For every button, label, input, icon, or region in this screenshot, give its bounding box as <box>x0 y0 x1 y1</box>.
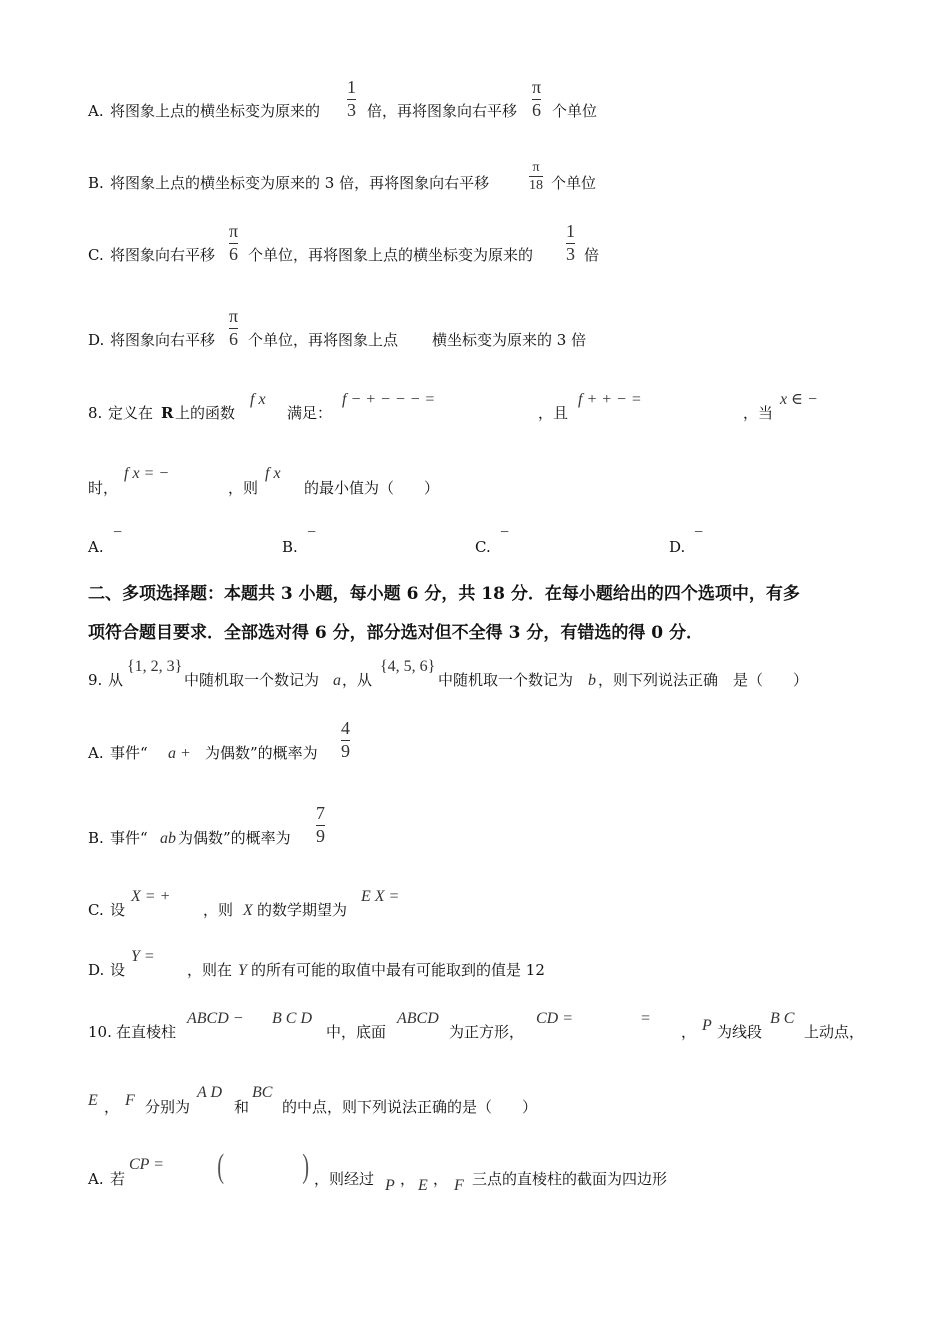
paren-right: ) <box>302 1148 310 1185</box>
math-expression: f x <box>250 391 266 408</box>
math-set: {4, 5, 6} <box>380 658 436 675</box>
fraction: 4 9 <box>341 718 350 761</box>
fraction: π 6 <box>229 306 239 349</box>
option-text: 将图象向右平移 <box>110 331 216 349</box>
option-label: B. <box>88 174 104 192</box>
option-text: 设 <box>110 961 126 979</box>
option-label: D. <box>88 331 105 349</box>
question-text: 中，底面 <box>326 1023 387 1041</box>
math-expression: f + + − = <box>578 391 642 408</box>
math-variable: Y <box>238 962 247 979</box>
math-expression: CD = <box>536 1010 574 1027</box>
option-text: 个单位，再将图象上点 <box>248 331 399 349</box>
math-expression: B C D <box>272 1010 312 1027</box>
math-expression: B C <box>770 1010 795 1027</box>
math-expression: ABCD <box>397 1010 439 1027</box>
question-text: ，则 <box>228 479 259 497</box>
math-variable: F <box>454 1177 464 1194</box>
option-value: − <box>694 524 704 541</box>
math-expression: f x <box>265 465 281 482</box>
option-text: 的所有可能的取值中最有可能取到的值是 12 <box>251 961 545 979</box>
math-expression: x ∈ − <box>780 391 818 408</box>
math-variable: E <box>88 1092 98 1109</box>
math-expression: f − + − − − = <box>342 391 436 408</box>
question-text: 的最小值为（ ） <box>304 479 440 497</box>
question-text: 中随机取一个数记为 <box>184 671 320 689</box>
option-label: C. <box>88 901 104 919</box>
option-label: B. <box>282 538 298 556</box>
question-text: ，从 <box>342 671 373 689</box>
section-instructions-line2: 项符合题目要求．全部选对得 6 分，部分选对但不全得 3 分，有错选的得 0 分． <box>88 623 703 643</box>
option-text: ，则在 <box>187 961 233 979</box>
math-expression: BC <box>252 1084 273 1101</box>
option-text: 为偶数”的概率为 <box>205 744 318 762</box>
math-expression: ABCD − <box>187 1010 244 1027</box>
real-set-symbol: R <box>161 404 174 422</box>
question-text: ，当 <box>743 404 774 422</box>
question-text: 和 <box>234 1098 250 1116</box>
math-expression: Y = <box>131 948 155 965</box>
question-text: ， <box>681 1023 697 1041</box>
option-value: − <box>500 524 510 541</box>
option-text: ，则 <box>203 901 234 919</box>
fraction: π 6 <box>229 221 239 264</box>
option-text: ， <box>400 1170 416 1188</box>
option-text: 事件“ <box>110 744 148 762</box>
question-text: 上动点， <box>804 1023 865 1041</box>
question-text: 中随机取一个数记为 <box>438 671 574 689</box>
option-text: 倍 <box>584 246 600 264</box>
option-label: B. <box>88 829 104 847</box>
math-variable: X <box>243 902 253 919</box>
question-number: 10. <box>88 1023 112 1041</box>
math-variable: b <box>588 672 596 689</box>
option-label: A. <box>88 1170 104 1188</box>
math-variable: P <box>385 1177 395 1194</box>
option-text: 将图象上点的横坐标变为原来的 3 倍，再将图象向右平移 <box>110 174 490 192</box>
option-text: ， <box>433 1170 449 1188</box>
option-text: 三点的直棱柱的截面为四边形 <box>472 1170 668 1188</box>
option-text: ，则经过 <box>314 1170 375 1188</box>
fraction: 7 9 <box>316 803 325 846</box>
option-text: 将图象向右平移 <box>110 246 216 264</box>
fraction: π 18 <box>529 160 543 194</box>
question-text: 为正方形， <box>449 1023 525 1041</box>
section-instructions-line1: 二、多项选择题：本题共 3 小题，每小题 6 分，共 18 分．在每小题给出的四个选项中，有多 <box>88 584 800 604</box>
math-variable: F <box>125 1092 135 1109</box>
math-expression: f x = − <box>124 465 170 482</box>
math-expression: A D <box>197 1084 223 1101</box>
option-text: 将图象上点的横坐标变为原来的 <box>110 102 321 120</box>
option-label: D. <box>88 961 105 979</box>
math-variable: a <box>333 672 341 689</box>
question-text: ，则下列说法正确 是（ ） <box>598 671 809 689</box>
question-text: 在直棱柱 <box>116 1023 177 1041</box>
math-set: {1, 2, 3} <box>127 658 183 675</box>
option-text: 个单位，再将图象上点的横坐标变为原来的 <box>248 246 534 264</box>
option-label: A. <box>88 538 104 556</box>
option-text: 为偶数”的概率为 <box>178 829 291 847</box>
question-text: 满足： <box>287 404 333 422</box>
option-text: 若 <box>110 1170 126 1188</box>
fraction: π 6 <box>532 77 542 120</box>
fraction: 1 3 <box>347 77 356 120</box>
question-text: ， <box>104 1098 120 1116</box>
option-value: − <box>113 524 123 541</box>
option-label: C. <box>88 246 104 264</box>
question-text: 定义在 <box>108 404 154 422</box>
math-expression: E X = <box>361 888 400 905</box>
option-text: 倍，再将图象向右平移 <box>367 102 518 120</box>
question-number: 8. <box>88 404 103 422</box>
option-text: 事件“ <box>110 829 148 847</box>
option-label: D. <box>669 538 686 556</box>
math-variable: E <box>418 1177 428 1194</box>
option-text: 个单位 <box>552 102 598 120</box>
math-expression: a + <box>168 745 191 762</box>
question-text: 分别为 <box>145 1098 191 1116</box>
math-expression: CP = <box>129 1156 164 1173</box>
paren-left: ( <box>217 1148 225 1185</box>
math-expression: ab <box>160 830 176 847</box>
option-text: 横坐标变为原来的 3 倍 <box>432 331 587 349</box>
option-text: 设 <box>110 901 126 919</box>
option-text: 的数学期望为 <box>257 901 348 919</box>
option-label: A. <box>88 744 104 762</box>
option-label: C. <box>475 538 491 556</box>
math-variable: P <box>702 1017 712 1034</box>
option-value: − <box>307 524 317 541</box>
fraction: 1 3 <box>566 221 575 264</box>
question-text: 时， <box>88 479 119 497</box>
question-text: 为线段 <box>717 1023 763 1041</box>
question-text: 上的函数 <box>175 404 236 422</box>
option-text: 个单位 <box>551 174 597 192</box>
option-label: A. <box>88 102 104 120</box>
question-text: ，且 <box>538 404 569 422</box>
math-expression: X = + <box>131 888 171 905</box>
question-number: 9. <box>88 671 103 689</box>
question-text: 的中点，则下列说法正确的是（ ） <box>282 1098 538 1116</box>
math-expression: = <box>640 1010 651 1027</box>
question-text: 从 <box>108 671 124 689</box>
